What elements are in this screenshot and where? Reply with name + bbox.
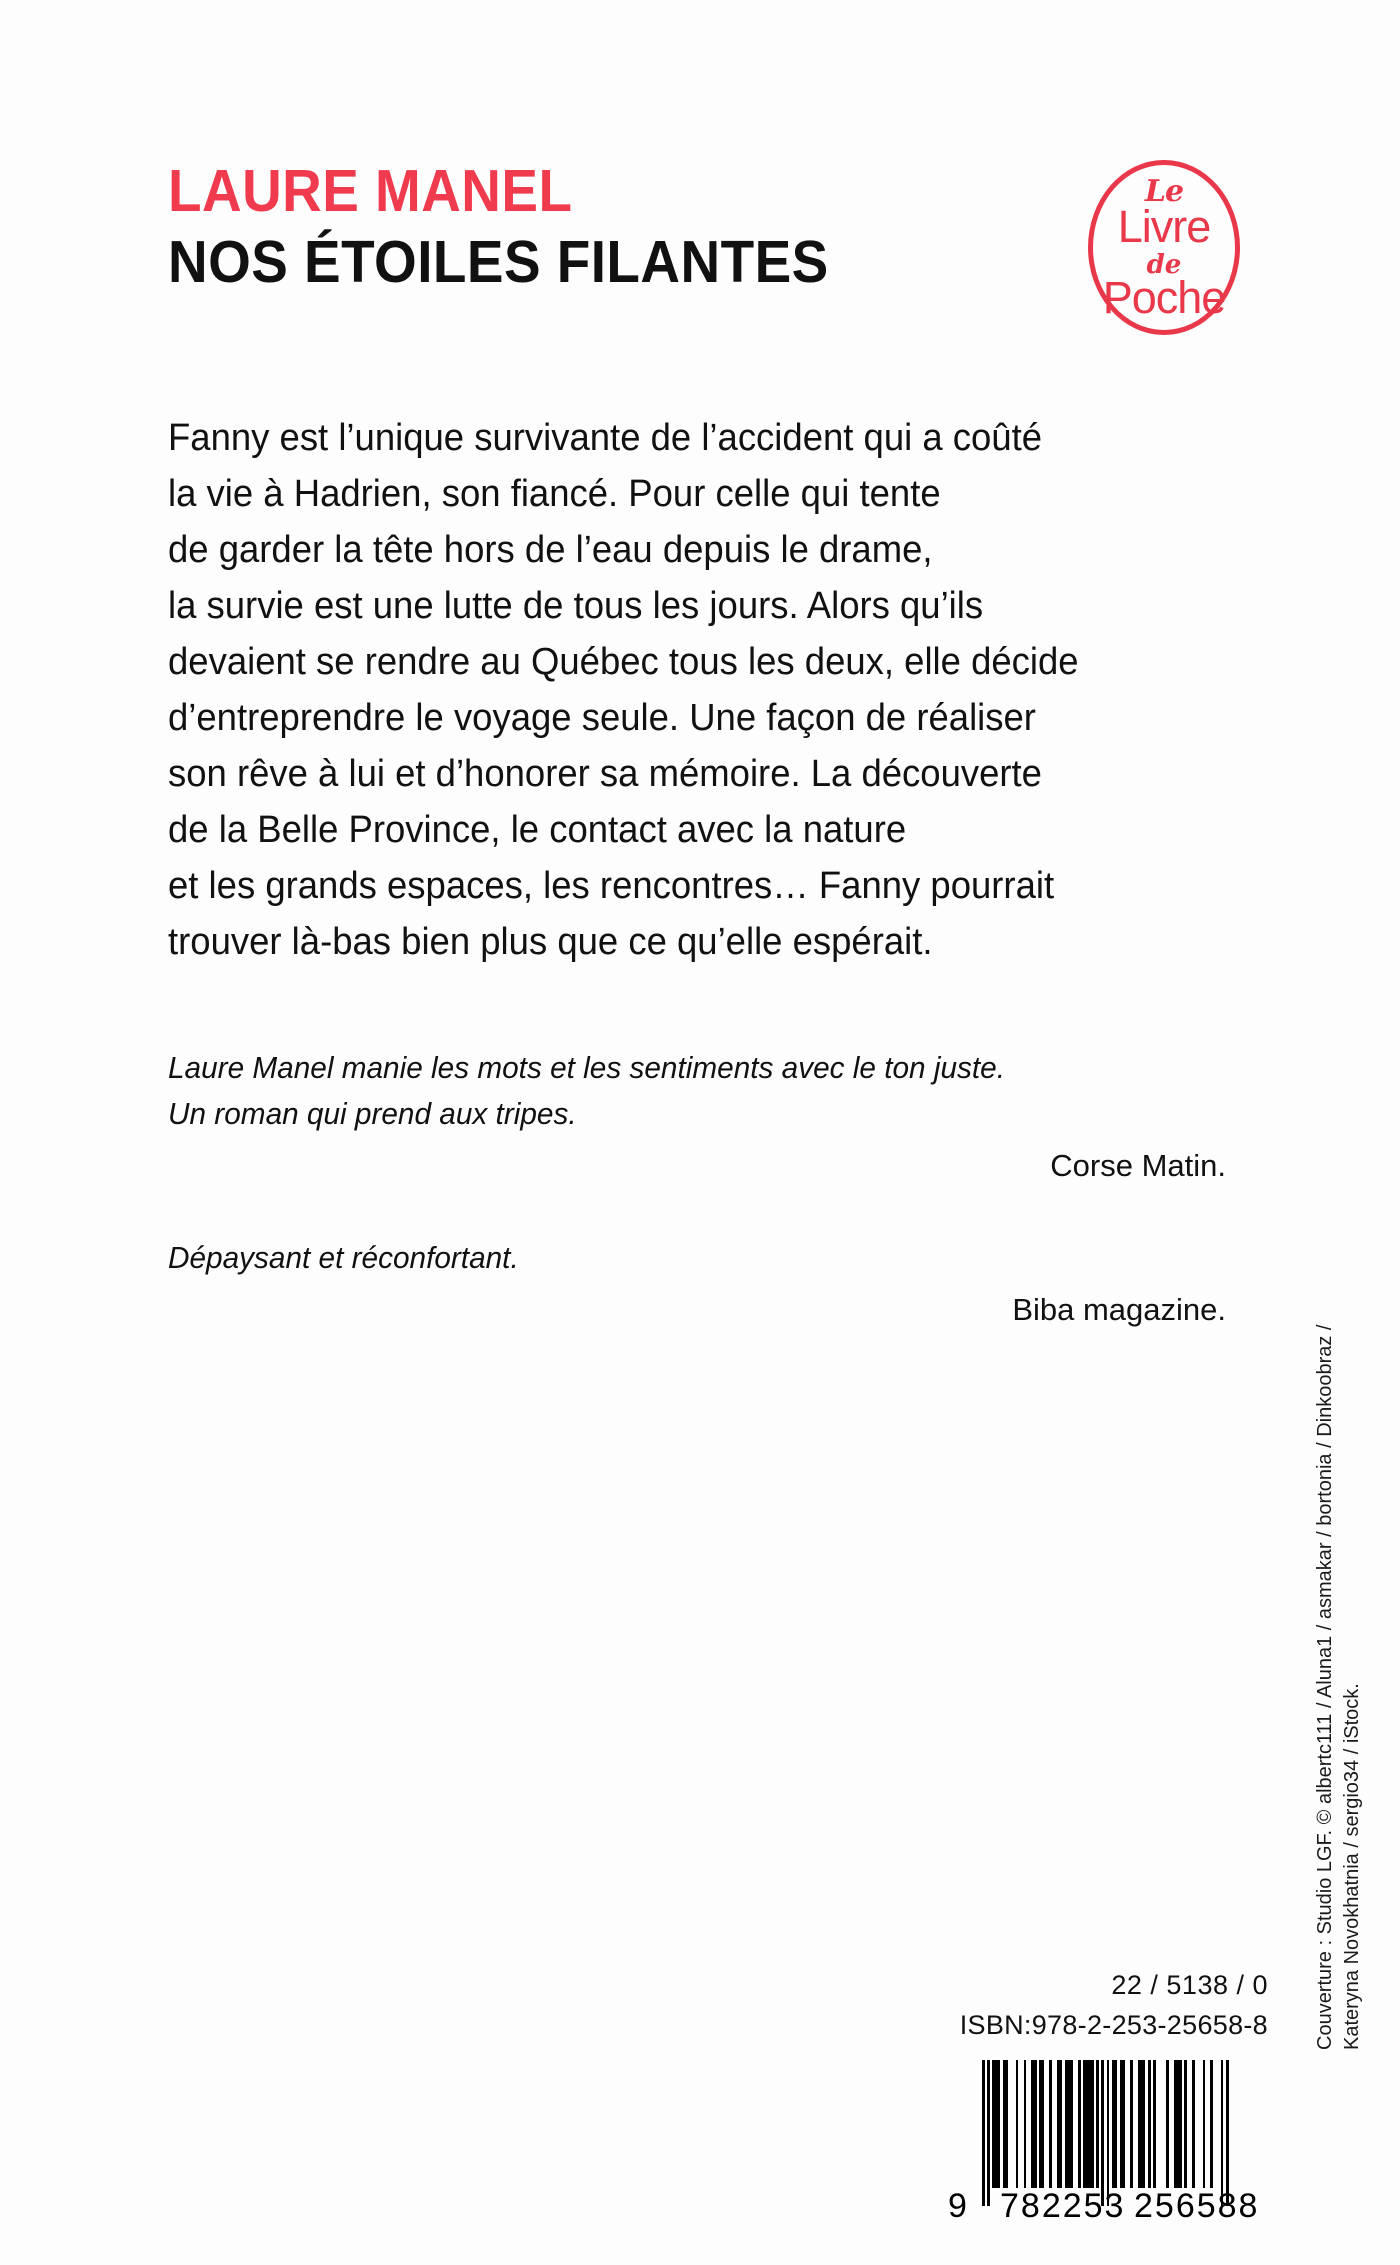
press-quote (168, 1045, 1248, 1189)
book-title: NOS ÉTOILES FILANTES (168, 228, 829, 295)
logo-line-le: Le (1144, 174, 1184, 209)
cover-credits (1314, 1170, 1386, 2050)
barcode-bars (982, 2060, 1229, 2188)
logo-line-livre: Livre (1117, 201, 1211, 252)
synopsis-line: et les grands espaces, les rencontres… Fanny pourrait (168, 865, 1055, 907)
cover-header (168, 160, 988, 295)
quote-line: Dépaysant et réconfortant. (168, 1240, 519, 1275)
barcode-space (1213, 2060, 1221, 2188)
barcode-bar (1226, 2060, 1229, 2206)
publisher-logo (1088, 160, 1240, 335)
quote-line: Laure Manel manie les mots et les sentiments avec le ton juste. (168, 1050, 1005, 1085)
barcode-space (1156, 2060, 1166, 2188)
publisher-code: 22 / 5138 / 0 (1111, 1970, 1268, 2000)
barcode-space (1008, 2060, 1016, 2188)
logo-wordmark (1088, 160, 1240, 335)
isbn-block (960, 1965, 1268, 2045)
synopsis-text (168, 410, 1248, 970)
synopsis-line: trouver là-bas bien plus que ce qu’elle espérait. (168, 921, 933, 963)
barcode-space (1195, 2060, 1203, 2188)
cover-credits-text (1312, 1325, 1366, 2050)
logo-line-poche: Poche (1102, 272, 1226, 323)
synopsis-line: devaient se rendre au Québec tous les deux, elle décide (168, 641, 1079, 683)
barcode-bar (992, 2060, 1000, 2188)
isbn-number: ISBN:978-2-253-25658-8 (959, 2010, 1268, 2040)
author-name: LAURE MANEL (168, 158, 573, 224)
logo-line-de: de (1146, 250, 1182, 280)
press-quotes (168, 1045, 1248, 1379)
quote-line: Un roman qui prend aux tripes. (168, 1096, 577, 1131)
credits-line: Kateryna Novokhatnia / sergio34 / iStock. (1341, 1683, 1363, 2050)
synopsis-line: son rêve à lui et d’honorer sa mémoire. La découverte (168, 753, 1042, 795)
synopsis-line: la vie à Hadrien, son fiancé. Pour celle qui tente (168, 473, 941, 515)
barcode (948, 2060, 1268, 2235)
barcode-bar (1083, 2060, 1093, 2188)
barcode-bar (1065, 2060, 1073, 2188)
credits-line: Couverture : Studio LGF. © albertc111 / Aluna1 / asmakar / bortonia / Dinkoobraz / (1314, 1324, 1336, 2050)
barcode-lead-digit: 9 (948, 2187, 969, 2225)
barcode-bar (1138, 2060, 1146, 2188)
synopsis-line: d’entreprendre le voyage seule. Une façon de réaliser (168, 697, 1036, 739)
synopsis-line: Fanny est l’unique survivante de l’accident qui a coûté (168, 417, 1043, 459)
barcode-bar (1174, 2060, 1182, 2188)
barcode-digits (948, 2186, 1268, 2226)
barcode-right-group: 256588 (1134, 2187, 1260, 2225)
barcode-left-group: 782253 (1000, 2187, 1126, 2225)
press-quote (168, 1235, 1248, 1333)
quote-source: Corse Matin. (1050, 1148, 1226, 1183)
synopsis-line: la survie est une lutte de tous les jours. Alors qu’ils (168, 585, 984, 627)
synopsis-line: de garder la tête hors de l’eau depuis le drame, (168, 529, 933, 571)
synopsis-line: de la Belle Province, le contact avec la nature (168, 809, 907, 851)
quote-source: Biba magazine. (1012, 1292, 1226, 1327)
